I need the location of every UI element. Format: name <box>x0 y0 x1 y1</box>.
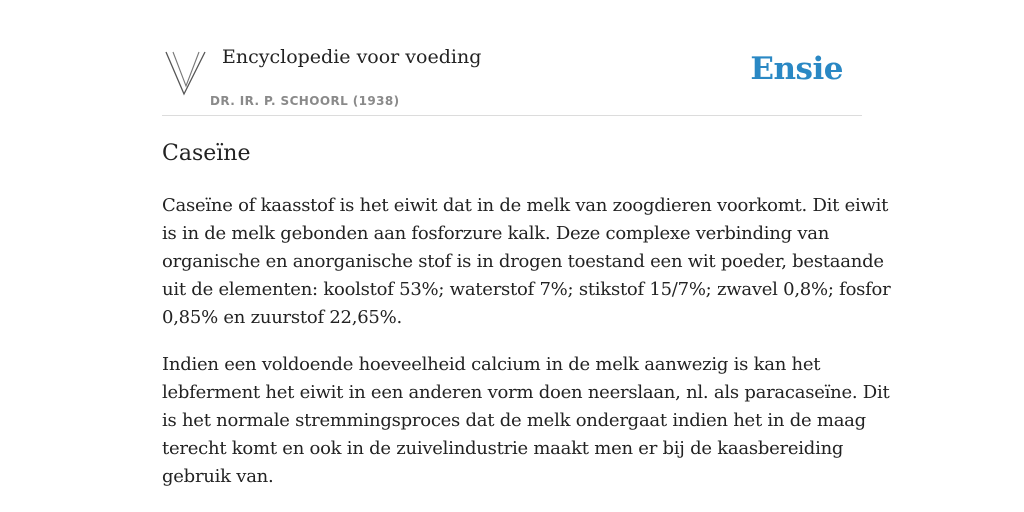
page-container <box>162 0 891 487</box>
entry-paragraph-2 <box>162 351 890 491</box>
book-author: DR. IR. P. SCHOORL (1938) <box>210 94 400 108</box>
paragraph-line: 0,85% en zuurstof 22,65%. <box>162 307 402 328</box>
paragraph-line: lebferment het eiwit in een anderen vorm doen neerslaan, nl. als paracaseïne. Dit <box>162 382 890 403</box>
paragraph-line: Indien een voldoende hoeveelheid calcium in de melk aanwezig is kan het <box>162 354 821 375</box>
entry-paragraph-1 <box>162 192 891 332</box>
paragraph-line: gebruik van. <box>162 466 274 487</box>
paragraph-line: organische en anorganische stof is in drogen toestand een wit poeder, bestaande <box>162 251 884 272</box>
page-header <box>162 0 862 116</box>
v-logo-icon[interactable] <box>164 48 208 96</box>
paragraph-line: is in de melk gebonden aan fosforzure kalk. Deze complexe verbinding van <box>162 223 830 244</box>
paragraph-line: is het normale stremmingsproces dat de melk ondergaat indien het in de maag <box>162 410 866 431</box>
paragraph-line: Caseïne of kaasstof is het eiwit dat in de melk van zoogdieren voorkomt. Dit eiwit <box>162 195 889 216</box>
brand-logo[interactable]: Ensie <box>750 51 843 87</box>
entry-title: Caseïne <box>162 141 251 166</box>
paragraph-line: uit de elementen: koolstof 53%; waterstof 7%; stikstof 15/7%; zwavel 0,8%; fosfor <box>162 279 891 300</box>
book-title[interactable]: Encyclopedie voor voeding <box>222 46 482 68</box>
paragraph-line: terecht komt en ook in de zuivelindustrie maakt men er bij de kaasbereiding <box>162 438 844 459</box>
